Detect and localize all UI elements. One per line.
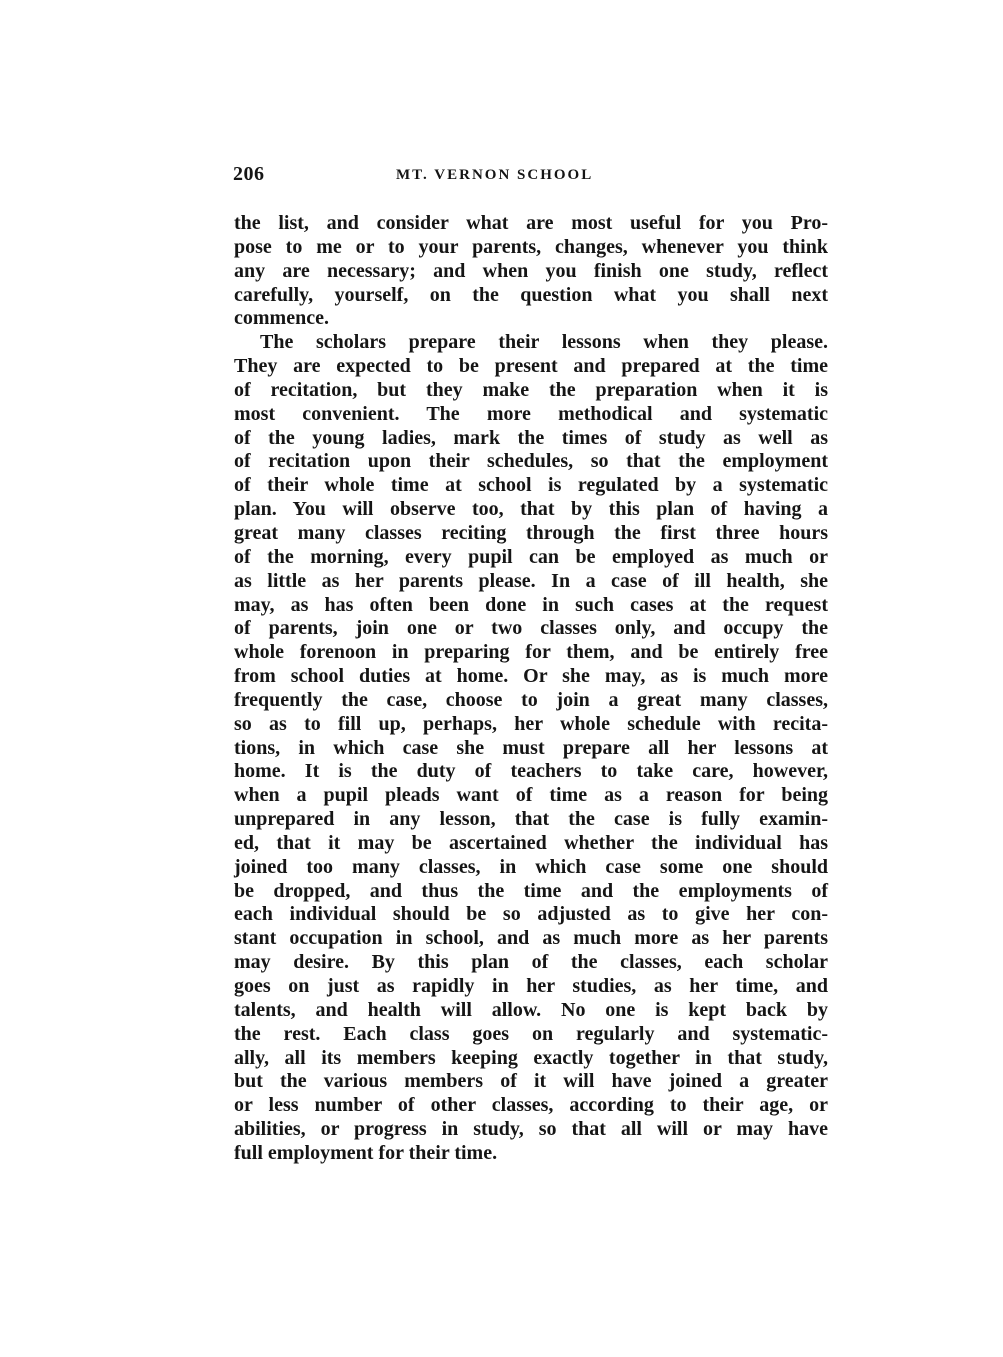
text-line: of their whole time at school is regulated by a systematic: [234, 474, 828, 497]
text-line: may desire. By this plan of the classes, each scholar: [234, 951, 828, 974]
text-line: goes on just as rapidly in her studies, as her time, and: [234, 975, 828, 997]
page-header: [233, 163, 833, 193]
text-line: so as to fill up, perhaps, her whole schedule with recita-: [234, 712, 828, 735]
body-text: [234, 212, 828, 1166]
text-line: abilities, or progress in study, so that all will or may have: [234, 1118, 828, 1141]
paragraph-start-line: The scholars prepare their lessons when they please.: [260, 331, 828, 354]
text-line: of the morning, every pupil can be employed as much or: [234, 545, 828, 568]
text-line: joined too many classes, in which case some one should: [234, 855, 828, 878]
text-line: the list, and consider what are most useful for you Pro-: [234, 212, 828, 234]
text-line: frequently the case, choose to join a great many classes,: [234, 688, 828, 711]
text-line: the rest. Each class goes on regularly and systematic-: [234, 1022, 828, 1045]
text-line: plan. You will observe too, that by this plan of having a: [234, 498, 828, 521]
text-line: but the various members of it will have joined a greater: [234, 1070, 828, 1093]
text-line: of parents, join one or two classes only, and occupy the: [234, 617, 828, 640]
text-line: or less number of other classes, according to their age, or: [234, 1094, 828, 1117]
text-line: talents, and health will allow. No one is kept back by: [234, 998, 828, 1021]
text-line: when a pupil pleads want of time as a reason for being: [234, 784, 828, 807]
text-line: home. It is the duty of teachers to take care, however,: [234, 760, 828, 783]
text-line: They are expected to be present and prepared at the time: [234, 355, 828, 378]
text-line: ed, that it may be ascertained whether the individual has: [234, 831, 828, 854]
text-line: any are necessary; and when you finish one study, reflect: [234, 259, 828, 282]
text-line: commence.: [234, 307, 329, 330]
text-line: whole forenoon in preparing for them, and be entirely free: [234, 641, 828, 664]
text-line: as little as her parents please. In a case of ill health, she: [234, 569, 828, 592]
text-line: full employment for their time.: [234, 1141, 498, 1164]
text-line: stant occupation in school, and as much more as her parents: [234, 927, 828, 950]
text-line: unprepared in any lesson, that the case is fully examin-: [234, 808, 828, 831]
text-line: be dropped, and thus the time and the employments of: [234, 879, 828, 902]
text-line: may, as has often been done in such cases at the request: [234, 593, 828, 616]
running-head: MT. VERNON SCHOOL: [396, 167, 594, 183]
text-line: ally, all its members keeping exactly together in that study,: [234, 1046, 828, 1069]
text-line: carefully, yourself, on the question what you shall next: [234, 283, 828, 306]
text-line: of the young ladies, mark the times of study as well as: [234, 426, 828, 449]
page-number: 206: [233, 163, 265, 185]
text-line: from school duties at home. Or she may, as is much more: [234, 665, 828, 688]
text-line: pose to me or to your parents, changes, whenever you think: [234, 235, 828, 258]
text-line: most convenient. The more methodical and systematic: [234, 402, 828, 425]
text-line: of recitation, but they make the preparation when it is: [234, 378, 828, 401]
text-line: great many classes reciting through the first three hours: [234, 521, 828, 544]
text-line: each individual should be so adjusted as to give her con-: [234, 903, 828, 926]
text-line: of recitation upon their schedules, so that the employment: [234, 450, 828, 473]
text-line: tions, in which case she must prepare all her lessons at: [234, 736, 828, 759]
